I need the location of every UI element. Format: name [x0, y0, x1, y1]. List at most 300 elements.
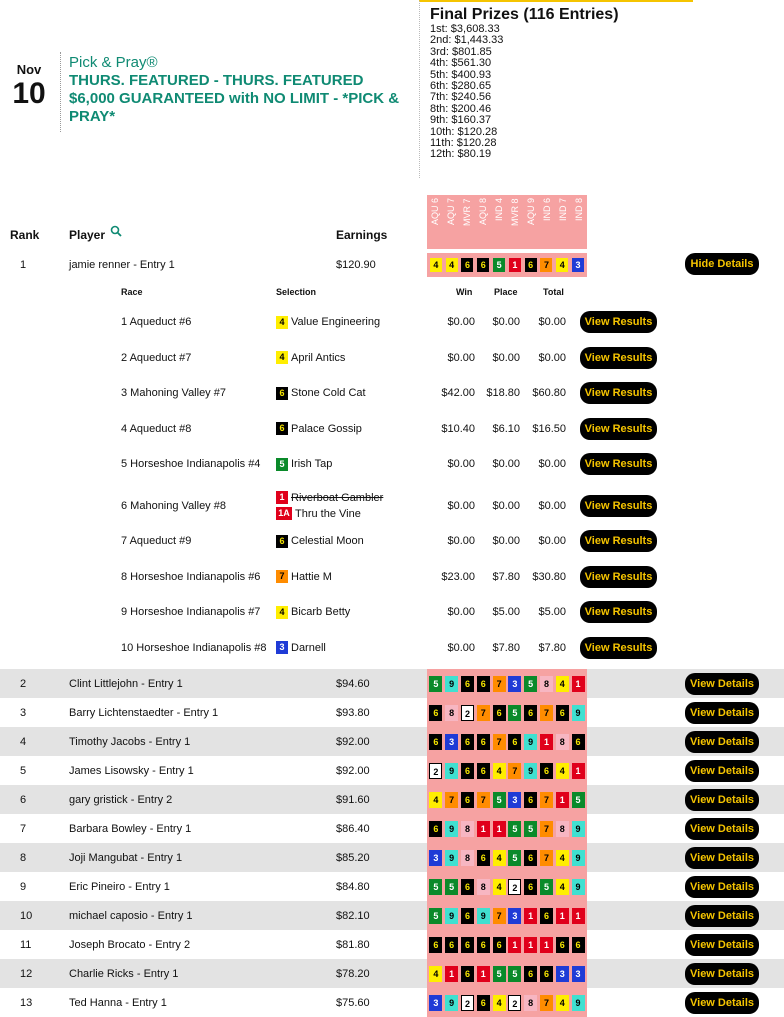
picks-strip	[427, 669, 587, 698]
pick-badge: 6	[493, 937, 506, 953]
pick-badge: 5	[429, 879, 442, 895]
pick-badge: 1	[556, 792, 569, 808]
earnings-value: $75.60	[336, 996, 370, 1009]
selection-entry	[276, 533, 364, 549]
pick-badge: 1	[509, 258, 521, 272]
pick-badge: 6	[524, 792, 537, 808]
pick-badge: 6	[524, 705, 537, 721]
horse-name: Irish Tap	[291, 458, 333, 470]
view-results-button[interactable]: View Results	[580, 637, 657, 659]
pick-badge: 6	[477, 676, 490, 692]
selection	[276, 640, 326, 656]
table-row	[0, 814, 784, 843]
pick-badge: 3	[508, 792, 521, 808]
selection	[276, 490, 383, 522]
earnings-value: $92.00	[336, 735, 370, 748]
view-details-button[interactable]: View Details	[685, 789, 759, 811]
race-label: AQU 6	[430, 198, 440, 226]
place-amount: $7.80	[492, 641, 520, 654]
rank-value: 5	[20, 764, 27, 777]
result-row	[0, 446, 784, 482]
total-amount: $0.00	[538, 535, 566, 547]
selection	[276, 533, 364, 549]
prize-line: 4th: $561.30	[430, 57, 492, 70]
pick-badge: 3	[429, 850, 442, 866]
pick-badge: 3	[556, 966, 569, 982]
pick-badge: 6	[461, 258, 473, 272]
win-amount: $0.00	[447, 316, 475, 328]
prize-list	[430, 24, 693, 161]
table-row	[0, 872, 784, 901]
horse-name: April Antics	[291, 351, 346, 364]
horse-name: Value Engineering	[291, 316, 381, 328]
horse-name: Bicarb Betty	[291, 606, 351, 618]
pick-badge: 7	[493, 908, 506, 924]
pick-badge: 4	[493, 850, 506, 866]
view-results-button[interactable]: View Results	[580, 347, 657, 369]
rank-value: 8	[20, 851, 27, 864]
table-row	[0, 901, 784, 930]
total-amount: $16.50	[532, 422, 566, 435]
pick-badge: 4	[493, 763, 506, 779]
pick-badge: 9	[572, 879, 585, 895]
earnings-value: $93.80	[336, 706, 370, 719]
prize-line: 9th: $160.37	[430, 114, 492, 127]
horse-name: Palace Gossip	[291, 422, 362, 435]
race-name: 4 Aqueduct #8	[121, 422, 192, 435]
prize-line: 5th: $400.93	[430, 68, 492, 81]
pick-badge: 2	[461, 995, 474, 1011]
view-details-button[interactable]: View Details	[685, 760, 759, 782]
pick-badge: 6	[477, 258, 489, 272]
rank-value: 6	[20, 793, 27, 806]
rank-value: 10	[20, 909, 33, 922]
view-details-button[interactable]: View Details	[685, 963, 759, 985]
pick-badge: 3	[445, 734, 458, 750]
rank-value: 9	[20, 880, 27, 893]
earnings-value: $86.40	[336, 822, 370, 835]
horse-name: Darnell	[291, 641, 326, 654]
pick-badge: 8	[524, 995, 537, 1011]
view-results-button[interactable]: View Results	[580, 566, 657, 588]
view-details-button[interactable]: View Details	[685, 673, 759, 695]
pick-badge: 8	[461, 850, 474, 866]
table-row	[0, 843, 784, 872]
selection	[276, 314, 380, 330]
pick-badge: 6	[461, 966, 474, 982]
result-row	[0, 594, 784, 630]
pick-badge: 1	[445, 966, 458, 982]
player-name: Charlie Ricks - Entry 1	[69, 967, 179, 980]
pick-badge: 6	[572, 734, 585, 750]
pick-badge: 4	[446, 258, 458, 272]
pick-badge: 5	[572, 792, 585, 808]
pick-badge: 8	[445, 705, 458, 721]
view-details-button[interactable]: View Details	[685, 876, 759, 898]
pick-badge: 6	[445, 937, 458, 953]
view-details-button[interactable]: View Details	[685, 934, 759, 956]
pick-badge: 6	[461, 879, 474, 895]
table-row	[0, 756, 784, 785]
picks-strip	[427, 785, 587, 814]
table-row	[0, 785, 784, 814]
pick-badge: 5	[429, 676, 442, 692]
table-row	[0, 698, 784, 727]
program-number: 4	[276, 606, 288, 619]
pick-badge: 7	[445, 792, 458, 808]
selection-entry	[276, 350, 345, 366]
picks-strip	[427, 843, 587, 872]
place-amount: $0.00	[492, 316, 520, 328]
pick-badge: 4	[556, 995, 569, 1011]
view-results-button[interactable]: View Results	[580, 382, 657, 404]
pick-badge: 8	[556, 734, 569, 750]
picks-strip	[427, 959, 587, 988]
pick-badge: 4	[556, 258, 568, 272]
selection-entry	[276, 506, 383, 522]
pick-badge: 6	[477, 850, 490, 866]
race-name: 10 Horseshoe Indianapolis #8	[121, 641, 267, 654]
pick-badge: 8	[540, 676, 553, 692]
pick-badge: 2	[429, 763, 442, 779]
place-amount: $6.10	[492, 422, 520, 435]
place-amount: $7.80	[492, 570, 520, 583]
place-amount: $0.00	[492, 458, 520, 470]
race-name: 3 Mahoning Valley #7	[121, 387, 226, 399]
view-details-button[interactable]: View Details	[685, 818, 759, 840]
earnings-value: $81.80	[336, 938, 370, 951]
pick-badge: 2	[508, 995, 521, 1011]
earnings-value: $82.10	[336, 909, 370, 922]
selection	[276, 604, 350, 620]
win-amount: $0.00	[447, 606, 475, 618]
pick-badge: 6	[429, 734, 442, 750]
pick-badge: 9	[572, 850, 585, 866]
pick-badge: 6	[429, 937, 442, 953]
picks-strip	[427, 253, 587, 277]
pick-badge: 4	[493, 879, 506, 895]
pick-badge: 4	[493, 995, 506, 1011]
prize-line: 2nd: $1,443.33	[430, 34, 504, 47]
win-amount: $42.00	[441, 387, 475, 399]
pick-badge: 6	[461, 792, 474, 808]
pick-badge: 5	[493, 792, 506, 808]
rank-value: 2	[20, 677, 27, 690]
prize-line: 10th: $120.28	[430, 125, 498, 138]
pick-badge: 6	[508, 734, 521, 750]
player-name: Barry Lichtenstaedter - Entry 1	[69, 706, 219, 719]
pick-badge: 1	[540, 937, 553, 953]
earnings-column-header: Earnings	[336, 228, 388, 242]
prize-line: 11th: $120.28	[430, 137, 497, 150]
win-amount: $0.00	[447, 458, 475, 470]
prize-line: 3rd: $801.85	[430, 45, 492, 58]
pick-badge: 4	[429, 966, 442, 982]
pick-badge: 6	[461, 908, 474, 924]
pick-badge: 6	[524, 966, 537, 982]
place-header: Place	[494, 287, 518, 297]
program-number: 6	[276, 387, 288, 400]
total-amount: $5.00	[538, 606, 566, 618]
pick-badge: 4	[556, 879, 569, 895]
earnings-value: $91.60	[336, 793, 370, 806]
pick-badge: 9	[445, 676, 458, 692]
view-details-button[interactable]: View Details	[685, 992, 759, 1014]
horse-name: Stone Cold Cat	[291, 387, 366, 399]
pick-badge: 1	[524, 908, 537, 924]
pick-badge: 6	[429, 821, 442, 837]
view-details-button[interactable]: View Details	[685, 731, 759, 753]
table-row-expanded	[0, 250, 784, 279]
pick-badge: 4	[429, 792, 442, 808]
player-name: michael caposio - Entry 1	[69, 909, 193, 922]
contest-title: THURS. FEATURED - THURS. FEATURED $6,000 GUARANTEED with NO LIMIT - *PICK & PRAY*	[69, 72, 400, 125]
pick-badge: 6	[477, 937, 490, 953]
rank-value: 4	[20, 735, 27, 748]
race-label: IND 4	[494, 198, 504, 222]
win-amount: $0.00	[447, 499, 475, 512]
pick-badge: 9	[445, 821, 458, 837]
race-label: AQU 9	[526, 198, 536, 226]
total-amount: $7.80	[538, 641, 566, 654]
selection	[276, 350, 345, 366]
place-amount: $0.00	[492, 499, 520, 512]
date-month: Nov	[16, 62, 42, 77]
pick-badge: 5	[508, 850, 521, 866]
view-details-button[interactable]: View Details	[685, 905, 759, 927]
pick-badge: 7	[540, 258, 552, 272]
pick-badge: 6	[524, 879, 537, 895]
rank-value: 7	[20, 822, 27, 835]
pick-badge: 4	[556, 763, 569, 779]
picks-strip	[427, 698, 587, 727]
prize-line: 8th: $200.46	[430, 102, 492, 115]
pick-badge: 5	[493, 966, 506, 982]
picks-strip	[427, 756, 587, 785]
table-row	[0, 959, 784, 988]
pick-badge: 5	[493, 258, 505, 272]
program-number: 3	[276, 641, 288, 654]
player-column-header: Player	[69, 228, 106, 242]
horse-name: Hattie M	[291, 570, 332, 583]
search-icon[interactable]	[110, 225, 122, 237]
pick-badge: 5	[540, 879, 553, 895]
earnings-value: $94.60	[336, 677, 370, 690]
pick-badge: 6	[572, 937, 585, 953]
total-amount: $0.00	[538, 499, 566, 512]
earnings-value: $78.20	[336, 967, 370, 980]
pick-badge: 5	[508, 705, 521, 721]
player-name: Joji Mangubat - Entry 1	[69, 851, 183, 864]
pick-badge: 4	[430, 258, 442, 272]
program-number: 7	[276, 570, 288, 583]
pick-badge: 2	[508, 879, 521, 895]
hide-details-button[interactable]: Hide Details	[685, 253, 759, 275]
view-results-button[interactable]: View Results	[580, 601, 657, 623]
earnings-value: $85.20	[336, 851, 370, 864]
pick-badge: 9	[524, 734, 537, 750]
total-header: Total	[543, 287, 564, 297]
win-amount: $0.00	[447, 535, 475, 547]
view-results-button[interactable]: View Results	[580, 453, 657, 475]
pick-badge: 6	[540, 908, 553, 924]
rank-value: 13	[20, 996, 33, 1009]
win-amount: $10.40	[441, 422, 475, 435]
pick-badge: 5	[524, 676, 537, 692]
pick-badge: 5	[508, 821, 521, 837]
pick-badge: 9	[572, 705, 585, 721]
place-amount: $18.80	[486, 387, 520, 399]
pick-badge: 7	[540, 705, 553, 721]
horse-name: Celestial Moon	[291, 535, 364, 547]
selection	[276, 385, 366, 401]
race-label: IND 8	[574, 198, 584, 222]
pick-badge: 3	[572, 966, 585, 982]
pick-badge: 7	[540, 821, 553, 837]
pick-badge: 6	[429, 705, 442, 721]
player-name: Clint Littlejohn - Entry 1	[69, 677, 183, 690]
pick-badge: 1	[572, 676, 585, 692]
picks-strip	[427, 901, 587, 930]
race-name: 2 Aqueduct #7	[121, 351, 192, 364]
race-name: 9 Horseshoe Indianapolis #7	[121, 606, 261, 618]
total-amount: $0.00	[538, 458, 566, 470]
pick-badge: 6	[461, 734, 474, 750]
date-box	[8, 62, 50, 110]
pick-badge: 6	[461, 937, 474, 953]
player-name: jamie renner - Entry 1	[69, 258, 175, 271]
pick-badge: 6	[461, 676, 474, 692]
prize-line: 12th: $80.19	[430, 148, 492, 161]
picks-strip	[427, 814, 587, 843]
race-name: 5 Horseshoe Indianapolis #4	[121, 458, 261, 470]
program-number: 5	[276, 458, 288, 471]
earnings-value: $92.00	[336, 764, 370, 777]
selection	[276, 569, 332, 585]
pick-badge: 8	[461, 821, 474, 837]
view-results-button[interactable]: View Results	[580, 495, 657, 517]
program-number: 4	[276, 351, 288, 364]
selection-entry	[276, 385, 366, 401]
pick-badge: 6	[477, 995, 490, 1011]
table-row	[0, 727, 784, 756]
player-name: Eric Pineiro - Entry 1	[69, 880, 170, 893]
pick-badge: 2	[461, 705, 474, 721]
view-details-button[interactable]: View Details	[685, 702, 759, 724]
final-prizes-panel	[419, 0, 693, 178]
pick-badge: 3	[508, 676, 521, 692]
player-name: Joseph Brocato - Entry 2	[69, 938, 191, 951]
total-amount: $60.80	[532, 387, 566, 399]
pick-badge: 5	[445, 879, 458, 895]
program-number: 4	[276, 316, 288, 329]
pick-badge: 9	[445, 995, 458, 1011]
rank-column-header: Rank	[10, 228, 40, 242]
pick-badge: 1	[556, 908, 569, 924]
pick-badge: 3	[429, 995, 442, 1011]
pick-badge: 1	[524, 937, 537, 953]
pick-badge: 3	[572, 258, 584, 272]
table-row	[0, 669, 784, 698]
pick-badge: 6	[477, 763, 490, 779]
race-label: IND 7	[558, 198, 568, 222]
pick-badge: 8	[477, 879, 490, 895]
pick-badge: 6	[556, 705, 569, 721]
pick-badge: 9	[445, 850, 458, 866]
race-label: AQU 8	[478, 198, 488, 226]
pick-badge: 5	[508, 966, 521, 982]
pick-badge: 7	[477, 792, 490, 808]
pick-badge: 1	[493, 821, 506, 837]
pick-badge: 6	[540, 966, 553, 982]
pick-badge: 1	[572, 908, 585, 924]
pick-badge: 9	[445, 763, 458, 779]
place-amount: $0.00	[492, 351, 520, 364]
pick-badge: 7	[540, 850, 553, 866]
view-results-button[interactable]: View Results	[580, 418, 657, 440]
pick-badge: 7	[540, 792, 553, 808]
race-column-headers	[427, 195, 587, 249]
player-name: Barbara Bowley - Entry 1	[69, 822, 192, 835]
horse-name: Riverboat Gambler	[291, 491, 384, 504]
pick-badge: 6	[556, 937, 569, 953]
picks-strip	[427, 872, 587, 901]
pick-badge: 5	[429, 908, 442, 924]
final-prizes-title: Final Prizes (116 Entries)	[430, 6, 619, 23]
total-amount: $0.00	[538, 351, 566, 364]
pick-badge: 7	[540, 995, 553, 1011]
contest-heading	[69, 54, 409, 126]
pick-badge: 6	[525, 258, 537, 272]
pick-badge: 6	[493, 705, 506, 721]
view-results-button[interactable]: View Results	[580, 311, 657, 333]
selection-entry	[276, 421, 362, 437]
program-number: 1A	[276, 507, 292, 520]
selection-entry	[276, 490, 383, 506]
selection-entry	[276, 456, 332, 472]
earnings-value: $120.90	[336, 258, 376, 271]
view-results-button[interactable]: View Results	[580, 530, 657, 552]
selection	[276, 421, 362, 437]
pick-badge: 5	[524, 821, 537, 837]
horse-name: Thru the Vine	[295, 507, 361, 520]
race-name: 6 Mahoning Valley #8	[121, 499, 226, 512]
rank-value: 3	[20, 706, 27, 719]
view-details-button[interactable]: View Details	[685, 847, 759, 869]
win-header: Win	[456, 287, 473, 297]
pick-badge: 6	[461, 763, 474, 779]
divider	[60, 52, 61, 132]
result-row	[0, 375, 784, 411]
contest-brand: Pick & Pray®	[69, 54, 158, 71]
picks-strip	[427, 727, 587, 756]
player-name: James Lisowsky - Entry 1	[69, 764, 194, 777]
pick-badge: 1	[540, 734, 553, 750]
pick-badge: 6	[524, 850, 537, 866]
player-name: gary gristick - Entry 2	[69, 793, 173, 806]
result-row	[0, 630, 784, 666]
pick-badge: 9	[572, 821, 585, 837]
pick-badge: 1	[477, 821, 490, 837]
pick-badge: 6	[540, 763, 553, 779]
race-header: Race	[121, 287, 143, 297]
result-row	[0, 340, 784, 376]
pick-badge: 8	[556, 821, 569, 837]
race-label: MVR 7	[462, 198, 472, 226]
result-row	[0, 411, 784, 447]
rank-value: 12	[20, 967, 33, 980]
pick-badge: 7	[508, 763, 521, 779]
